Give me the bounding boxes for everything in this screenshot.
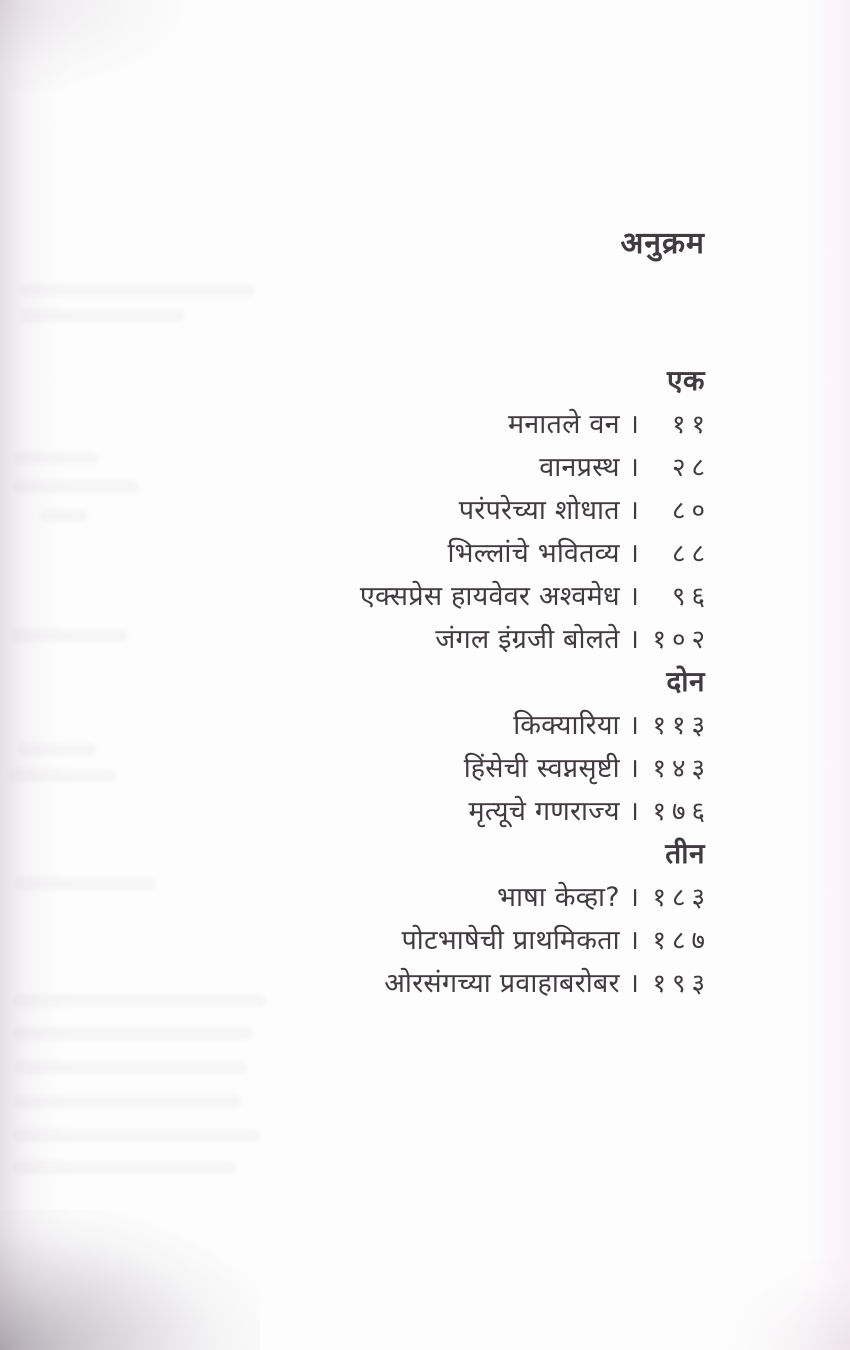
danda-separator: । bbox=[628, 710, 639, 741]
scan-shadow-left bbox=[0, 0, 70, 1350]
section-label: तीन bbox=[665, 836, 705, 870]
bleedthrough-line bbox=[14, 994, 266, 1007]
toc-entry-title: जंगल इंग्रजी बोलते bbox=[435, 624, 620, 655]
toc-entry-row bbox=[360, 487, 711, 530]
toc-entry-page-number: ११ bbox=[671, 409, 711, 440]
danda-separator: । bbox=[628, 925, 639, 956]
toc-entry-row bbox=[360, 745, 711, 788]
section-heading bbox=[360, 831, 705, 874]
bleedthrough-line bbox=[8, 769, 116, 782]
toc-entry-page-number: ८८ bbox=[671, 538, 711, 569]
toc-entry-page-number: १९३ bbox=[652, 968, 711, 999]
toc-entry-page-number: १०२ bbox=[652, 624, 711, 655]
toc-entry-row bbox=[360, 444, 711, 487]
danda-separator: । bbox=[628, 796, 639, 827]
bleedthrough-line bbox=[14, 1161, 236, 1174]
toc-entry-page-number: १८३ bbox=[652, 882, 711, 913]
toc-entry-page-number: ९६ bbox=[671, 581, 711, 612]
toc-body bbox=[359, 358, 711, 1003]
toc-entry-page-number: १८७ bbox=[652, 925, 711, 956]
toc-entry-title: वानप्रस्थ bbox=[539, 452, 620, 483]
toc-entry-row bbox=[360, 874, 711, 917]
danda-separator: । bbox=[628, 581, 639, 612]
toc-entry-row bbox=[360, 788, 711, 831]
scan-shadow-bottom-left bbox=[0, 1210, 260, 1350]
toc-entry-row bbox=[360, 702, 711, 745]
section-label: दोन bbox=[666, 664, 705, 698]
bleedthrough-line bbox=[14, 1129, 260, 1142]
toc-entry-title: मृत्यूचे गणराज्य bbox=[468, 796, 620, 827]
danda-separator: । bbox=[628, 495, 639, 526]
bleedthrough-line bbox=[14, 1027, 254, 1040]
scan-shadow-top-left bbox=[0, 0, 180, 90]
danda-separator: । bbox=[628, 968, 639, 999]
toc-entry-title: किक्यारिया bbox=[513, 710, 620, 741]
toc-entry-title: पोटभाषेची प्राथमिकता bbox=[401, 925, 620, 956]
toc-entry-row bbox=[360, 917, 711, 960]
toc-entry-title: ओरसंगच्या प्रवाहाबरोबर bbox=[384, 968, 620, 999]
danda-separator: । bbox=[628, 538, 639, 569]
toc-entry-page-number: १४३ bbox=[652, 753, 711, 784]
toc-entry-row bbox=[360, 530, 711, 573]
bleedthrough-line bbox=[14, 1061, 247, 1074]
bleedthrough-line bbox=[14, 1095, 242, 1108]
bleedthrough-line bbox=[20, 284, 255, 297]
section-heading bbox=[360, 659, 705, 702]
toc-entry-row bbox=[359, 573, 711, 616]
danda-separator: । bbox=[628, 624, 639, 655]
bleedthrough-line bbox=[14, 480, 139, 493]
danda-separator: । bbox=[628, 882, 639, 913]
toc-entry-row bbox=[360, 960, 711, 1003]
bleedthrough-line bbox=[40, 509, 88, 522]
danda-separator: । bbox=[628, 452, 639, 483]
toc-entry-page-number: ११३ bbox=[652, 710, 711, 741]
toc-entry-row bbox=[360, 401, 711, 444]
toc-entry-title: मनातले वन bbox=[507, 409, 620, 440]
toc-entry-page-number: २८ bbox=[671, 452, 711, 483]
danda-separator: । bbox=[628, 753, 639, 784]
bleedthrough-line bbox=[20, 309, 185, 322]
bleedthrough-line bbox=[14, 452, 99, 465]
toc-entry-page-number: ८० bbox=[671, 495, 711, 526]
toc-entry-page-number: १७६ bbox=[652, 796, 711, 827]
toc-entry-title: एक्सप्रेस हायवेवर अश्वमेध bbox=[359, 581, 620, 612]
bleedthrough-line bbox=[10, 629, 128, 642]
page-title: अनुक्रम bbox=[620, 226, 705, 261]
toc-entry-title: भाषा केव्हा? bbox=[497, 882, 620, 913]
toc-entry-title: परंपरेच्या शोधात bbox=[458, 495, 620, 526]
toc-entry-title: भिल्लांचे भवितव्य bbox=[447, 538, 620, 569]
bleedthrough-line bbox=[18, 743, 96, 756]
danda-separator: । bbox=[628, 409, 639, 440]
section-heading bbox=[360, 358, 705, 401]
toc-entry-row bbox=[360, 616, 711, 659]
table-of-contents bbox=[359, 226, 711, 1003]
scan-shadow-right bbox=[795, 0, 850, 1350]
bleedthrough-line bbox=[14, 877, 156, 890]
section-label: एक bbox=[667, 363, 705, 397]
scan-shadow-bottom-right bbox=[730, 1260, 850, 1350]
toc-entry-title: हिंसेची स्वप्नसृष्टी bbox=[463, 753, 620, 784]
